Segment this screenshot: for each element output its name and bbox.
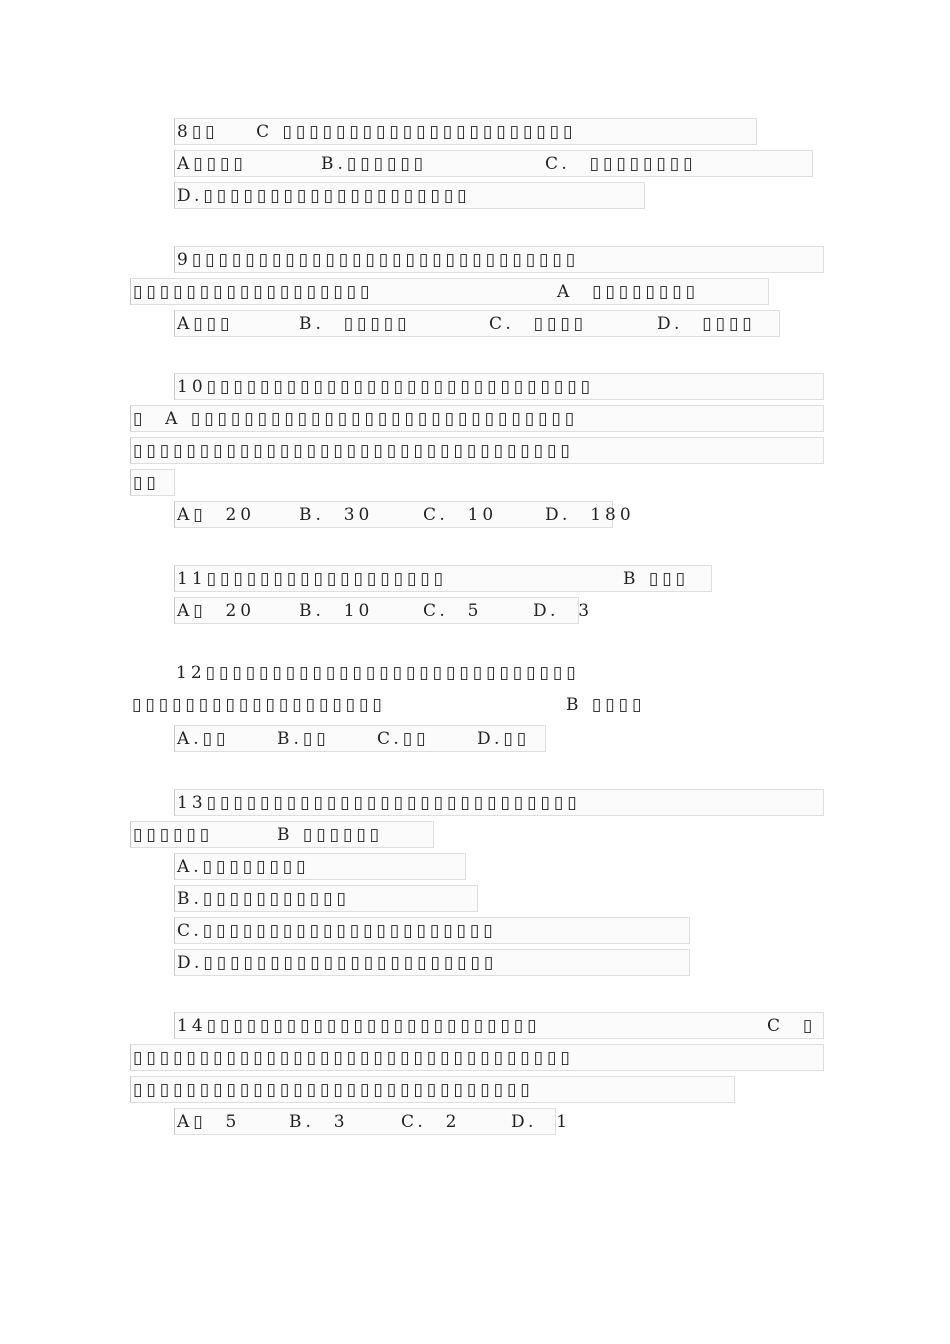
q12-option-d: D.▯▯ bbox=[477, 729, 531, 749]
q11-option-d: D. 3 bbox=[533, 601, 594, 621]
q9-option-d: D. ▯▯▯▯ bbox=[657, 314, 756, 334]
q14-option-a: A▯ 5 bbox=[177, 1112, 241, 1132]
q10-option-b: B. 30 bbox=[299, 505, 374, 525]
q8-stem-text: 8▯▯ C ▯▯▯▯▯▯▯▯▯▯▯▯▯▯▯▯▯▯▯▯▯▯ bbox=[177, 122, 577, 142]
q10-stem-cont-1 bbox=[130, 405, 824, 432]
q11-stem-text: 11▯▯▯▯▯▯▯▯▯▯▯▯▯▯▯▯▯▯ bbox=[177, 569, 448, 589]
q12-option-a: A.▯▯ bbox=[177, 729, 230, 749]
q11-option-a: A▯ 20 bbox=[177, 601, 256, 621]
q10-stem-cont-3 bbox=[130, 469, 175, 496]
q9-option-a: A▯▯▯ bbox=[177, 314, 234, 334]
q10-options bbox=[174, 501, 635, 528]
q10-stem-cont-3-text: ▯▯ bbox=[133, 473, 160, 493]
q11-stem bbox=[174, 565, 712, 592]
q8-option-a: A▯▯▯▯ bbox=[177, 154, 247, 174]
q13-stem-cont-text: ▯▯▯▯▯▯ bbox=[133, 825, 214, 845]
q9-stem-cont-text: ▯▯▯▯▯▯▯▯▯▯▯▯▯▯▯▯▯▯ bbox=[133, 282, 374, 302]
q9-stem bbox=[174, 246, 824, 273]
q12-options bbox=[174, 725, 546, 752]
q13-option-c-line bbox=[174, 917, 690, 944]
q12-stem bbox=[174, 660, 824, 687]
q14-stem bbox=[174, 1012, 824, 1039]
q14-stem-text: 14▯▯▯▯▯▯▯▯▯▯▯▯▯▯▯▯▯▯▯▯▯▯▯▯▯ bbox=[177, 1016, 541, 1036]
q9-options bbox=[174, 310, 780, 337]
q13-option-a-line bbox=[174, 853, 466, 880]
q8-options bbox=[174, 150, 813, 177]
q13-answer: B ▯▯▯▯▯▯ bbox=[277, 825, 384, 845]
q8-stem bbox=[174, 118, 757, 145]
q13-option-d: D.▯▯▯▯▯▯▯▯▯▯▯▯▯▯▯▯▯▯▯▯▯▯ bbox=[177, 953, 498, 973]
q12-stem-text: 12▯▯▯▯▯▯▯▯▯▯▯▯▯▯▯▯▯▯▯▯▯▯▯▯▯▯▯▯ bbox=[176, 663, 580, 683]
q8-option-d-line bbox=[174, 182, 645, 209]
q9-stem-text: 9▯▯▯▯▯▯▯▯▯▯▯▯▯▯▯▯▯▯▯▯▯▯▯▯▯▯▯▯▯ bbox=[177, 250, 580, 270]
q10-stem bbox=[174, 373, 824, 400]
q11-option-b: B. 10 bbox=[299, 601, 374, 621]
q14-option-c: C. 2 bbox=[401, 1112, 461, 1132]
q10-stem-cont-2-text: ▯▯▯▯▯▯▯▯▯▯▯▯▯▯▯▯▯▯▯▯▯▯▯▯▯▯▯▯▯▯▯▯▯ bbox=[133, 441, 574, 461]
q10-stem-cont-2 bbox=[130, 437, 824, 464]
q14-stem-cont-1-text: ▯▯▯▯▯▯▯▯▯▯▯▯▯▯▯▯▯▯▯▯▯▯▯▯▯▯▯▯▯▯▯▯▯ bbox=[133, 1048, 574, 1068]
q8-option-c: C. ▯▯▯▯▯▯▯▯ bbox=[545, 154, 697, 174]
q14-stem-cont-2 bbox=[130, 1076, 735, 1103]
q13-option-a: A.▯▯▯▯▯▯▯▯ bbox=[177, 857, 310, 877]
q14-option-b: B. 3 bbox=[289, 1112, 349, 1132]
q14-options bbox=[174, 1108, 572, 1135]
q14-option-d: D. 1 bbox=[511, 1112, 572, 1132]
q12-answer: B ▯▯▯▯ bbox=[566, 695, 646, 715]
q8-option-b: B.▯▯▯▯▯▯ bbox=[321, 154, 428, 174]
q12-stem-cont-text: ▯▯▯▯▯▯▯▯▯▯▯▯▯▯▯▯▯▯▯ bbox=[132, 695, 386, 715]
q11-option-c: C. 5 bbox=[423, 601, 483, 621]
q13-option-d-line bbox=[174, 949, 690, 976]
q8-option-d: D.▯▯▯▯▯▯▯▯▯▯▯▯▯▯▯▯▯▯▯▯ bbox=[177, 186, 471, 206]
q13-stem-text: 13▯▯▯▯▯▯▯▯▯▯▯▯▯▯▯▯▯▯▯▯▯▯▯▯▯▯▯▯ bbox=[177, 793, 581, 813]
q14-answer: C ▯ bbox=[767, 1016, 817, 1036]
q10-option-c: C. 10 bbox=[423, 505, 498, 525]
q12-stem-cont bbox=[130, 692, 780, 719]
q14-stem-cont-1 bbox=[130, 1044, 824, 1071]
q12-option-b: B.▯▯ bbox=[277, 729, 330, 749]
q12-option-c: C.▯▯ bbox=[377, 729, 430, 749]
q13-option-b-line bbox=[174, 885, 478, 912]
q9-option-c: C. ▯▯▯▯ bbox=[489, 314, 588, 334]
q9-option-b: B. ▯▯▯▯▯ bbox=[299, 314, 411, 334]
q14-stem-cont-2-text: ▯▯▯▯▯▯▯▯▯▯▯▯▯▯▯▯▯▯▯▯▯▯▯▯▯▯▯▯▯▯ bbox=[133, 1080, 534, 1100]
q10-stem-cont-1-text: ▯ A ▯▯▯▯▯▯▯▯▯▯▯▯▯▯▯▯▯▯▯▯▯▯▯▯▯▯▯▯▯ bbox=[133, 409, 579, 429]
q10-stem-text: 10▯▯▯▯▯▯▯▯▯▯▯▯▯▯▯▯▯▯▯▯▯▯▯▯▯▯▯▯▯ bbox=[177, 377, 594, 397]
q9-answer: A ▯▯▯▯▯▯▯▯ bbox=[557, 282, 699, 302]
q13-option-c: C.▯▯▯▯▯▯▯▯▯▯▯▯▯▯▯▯▯▯▯▯▯▯ bbox=[177, 921, 497, 941]
q10-option-d: D. 180 bbox=[545, 505, 635, 525]
q10-option-a: A▯ 20 bbox=[177, 505, 256, 525]
q11-options bbox=[174, 597, 594, 624]
q13-stem bbox=[174, 789, 824, 816]
q13-option-b: B.▯▯▯▯▯▯▯▯▯▯▯ bbox=[177, 889, 350, 909]
q9-stem-cont bbox=[130, 278, 769, 305]
q13-stem-cont bbox=[130, 821, 434, 848]
q11-answer: B ▯▯▯ bbox=[623, 569, 689, 589]
